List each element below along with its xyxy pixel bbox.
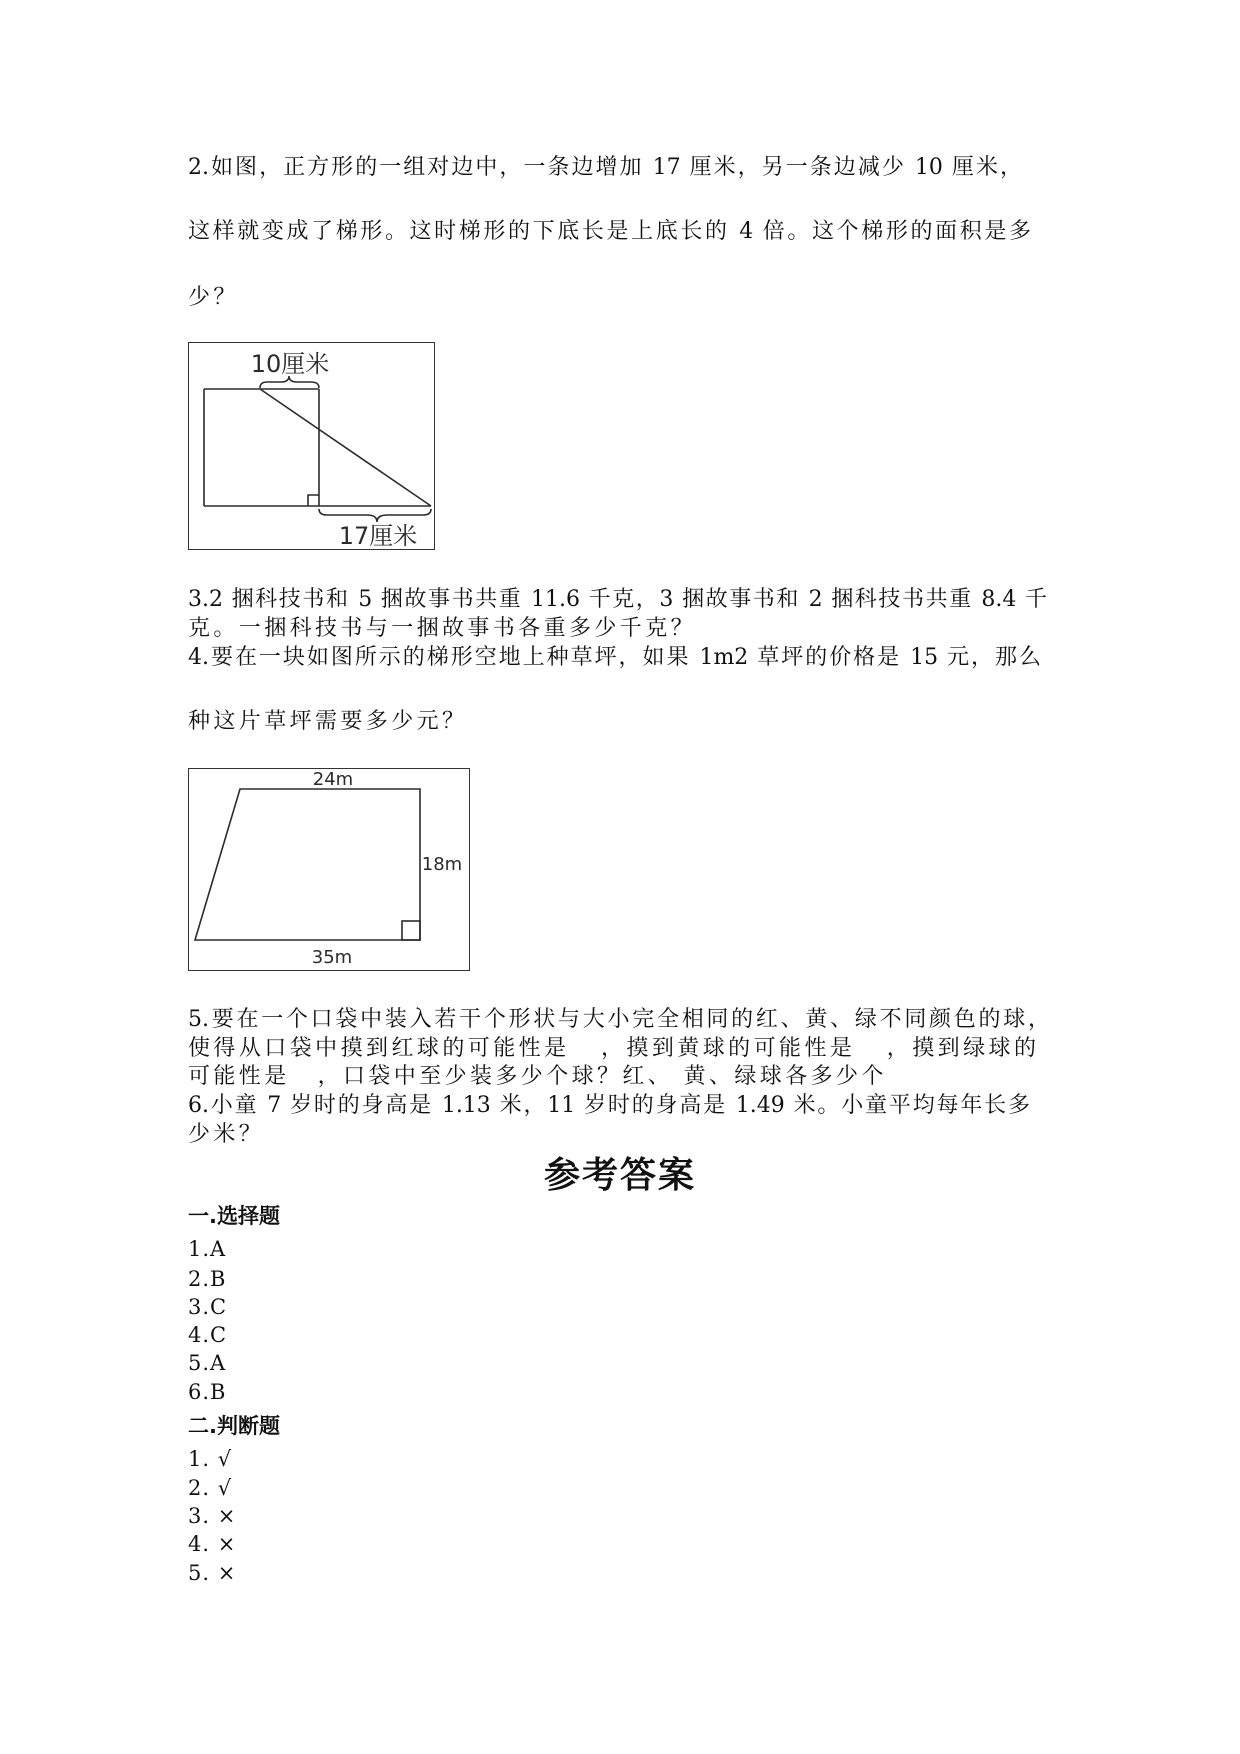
answer-blank: [570, 1054, 598, 1055]
answer-blank: [855, 1054, 883, 1055]
judge-answer: 5. ×: [188, 1561, 237, 1585]
q5-line-3-part-2: ，口袋中至少装多少个球？红、 黄、绿球各多少个: [317, 1064, 887, 1089]
bottom-base-label: 35m: [311, 947, 353, 968]
q3-line-1: 3.2 捆科技书和 5 捆故事书共重 11.6 千克，3 捆故事书和 2 捆科技书共重 8.4 千: [188, 587, 1047, 612]
choice-answer: 4.C: [188, 1323, 228, 1347]
choice-answer: 2.B: [188, 1267, 227, 1291]
q5-line-2: [188, 1035, 1036, 1063]
choice-answer: 5.A: [188, 1351, 227, 1375]
choice-answer: 1.A: [188, 1237, 227, 1261]
q4-line-2: 种这片草坪需要多少元？: [188, 709, 468, 734]
q5-line-1: 5.要在一个口袋中装入若干个形状与大小完全相同的红、黄、绿不同颜色的球，: [188, 1007, 1050, 1032]
trapezoid-outline: [195, 789, 420, 940]
q5-line-2-part-1: 使得从口袋中摸到红球的可能性是: [188, 1036, 570, 1061]
right-angle-mark: [402, 921, 420, 940]
q2-line-1: 2.如图，正方形的一组对边中，一条边增加 17 厘米，另一条边减少 10 厘米，: [188, 155, 1022, 180]
height-label: 18m: [421, 854, 463, 875]
q4-figure-drawing: [189, 769, 469, 970]
bottom-brace: [319, 509, 431, 522]
q6-line-2: 少米？: [188, 1122, 265, 1147]
top-length-label: 10厘米: [250, 350, 330, 378]
q6-line-1: 6.小童 7 岁时的身高是 1.13 米，11 岁时的身高是 1.49 米。小童平均每年长多: [188, 1093, 1030, 1118]
q5-line-2-part-2: ，摸到黄球的可能性是: [597, 1036, 856, 1061]
trapezoid-slant-edge: [260, 389, 431, 506]
judge-answer: 4. ×: [188, 1532, 237, 1556]
q2-figure-drawing: [189, 343, 434, 549]
right-angle-mark: [308, 495, 319, 506]
choice-answer: 3.C: [188, 1295, 228, 1319]
answer-key-title: 参考答案: [543, 1155, 696, 1196]
q5-line-3-part-1: 可能性是: [188, 1064, 290, 1089]
q2-line-2: 这样就变成了梯形。这时梯形的下底长是上底长的 4 倍。这个梯形的面积是多: [188, 219, 1031, 244]
q4-line-1: 4.要在一块如图所示的梯形空地上种草坪，如果 1m2 草坪的价格是 15 元，那么: [188, 645, 1041, 670]
bottom-length-label: 17厘米: [338, 522, 418, 549]
q5-line-3: [188, 1063, 887, 1091]
q2-line-3: 少？: [188, 285, 239, 310]
q5-line-2-part-3: ，摸到绿球的: [883, 1036, 1036, 1061]
judge-answer: 2. √: [188, 1476, 233, 1500]
q4-trapezoid-figure: [188, 768, 470, 971]
choice-answer: 6.B: [188, 1380, 227, 1404]
q2-square-trapezoid-figure: [188, 342, 435, 550]
top-base-label: 24m: [312, 769, 354, 790]
q3-line-2: 克。一捆科技书与一捆故事书各重多少千克？: [188, 616, 697, 641]
judge-section-heading: 二.判断题: [188, 1414, 280, 1438]
judge-answer: 3. ×: [188, 1504, 237, 1528]
choice-section-heading: 一.选择题: [188, 1204, 280, 1228]
judge-answer: 1. √: [188, 1447, 233, 1471]
answer-blank: [290, 1082, 318, 1083]
